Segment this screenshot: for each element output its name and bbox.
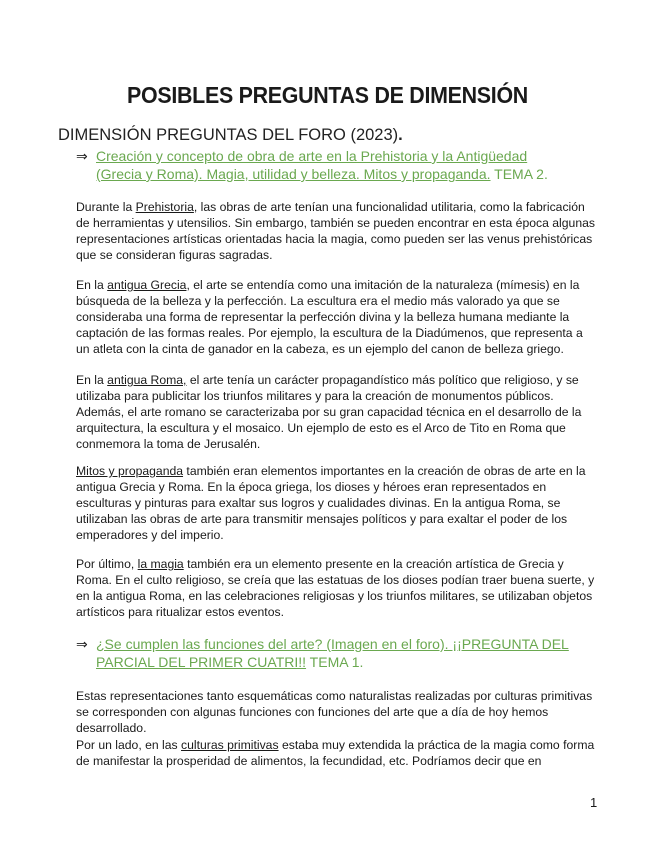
paragraph-text: también eran elementos importantes en la creación de obras de arte en la antigua Grecia y Roma. En la época griega, los dioses y héroes eran representados en esculturas y pinturas para exaltar sus logros y cualidades divinas. En la antigua Roma, se utilizaban las obras de arte para transmitir mensajes políticos y para exaltar el poder de los emperadores y del imperio. (76, 464, 586, 542)
paragraph-representaciones: Estas representaciones tanto esquemáticas como naturalistas realizadas por culturas primitivas se corresponden con algunas funciones con funciones del arte que a día de hoy hemos desarrollado. (76, 689, 593, 735)
paragraph-roma (76, 372, 598, 452)
topic-2 (76, 635, 576, 671)
paragraph-text: Durante la (76, 200, 136, 214)
topic-2-link[interactable]: ¿Se cumplen las funciones del arte? (Imagen en el foro). ¡¡PREGUNTA DEL PARCIAL DEL PRIMER CUATRI!! (96, 636, 569, 670)
section-heading (58, 126, 403, 145)
topic-1-suffix: TEMA 2. (490, 166, 548, 182)
topic-1-text (76, 147, 576, 183)
term-antigua-grecia: antigua Grecia (107, 278, 187, 292)
section-heading-text: DIMENSIÓN PREGUNTAS DEL FORO (2023) (58, 126, 399, 144)
paragraph-text: Por un lado, en las (76, 738, 182, 752)
paragraph-grecia (76, 277, 598, 357)
paragraph-magia (76, 556, 598, 620)
paragraph-text: En la (76, 373, 108, 387)
paragraph-text: el arte tenía un carácter propagandístico más político que religioso, y se utilizaba para publicitar los triunfos militares y para la creación de monumentos públicos. Además, el arte romano se caracterizaba por su gran capacidad técnica en el desarrollo de la arquitectura, la escultura y el mosaico. Un ejemplo de esto es el Arco de Tito en Roma que conmemora la toma de Jerusalén. (76, 373, 582, 451)
page-number: 1 (590, 795, 598, 810)
paragraph-text: , el arte se entendía como una imitación de la naturaleza (mímesis) en la búsqueda de la belleza y la perfección. La escultura era el medio más valorado ya que se consideraba una forma de representar la perfección divina y la belleza humana mediante la captación de las formas reales. Por ejemplo, la escultura de la Diadúmenos, que representa a un atleta con la cinta de ganador en la cabeza, es un ejemplo del canon de belleza griego. (76, 278, 583, 356)
arrow-right-icon: ⇒ (76, 148, 88, 164)
term-la-magia: la magia (137, 557, 184, 571)
topic-2-text (76, 635, 576, 671)
paragraph-text: también era un elemento presente en la creación artística de Grecia y Roma. En el culto religioso, se creía que las estatuas de los dioses podían traer buena suerte, y en la antigua Roma, en las celebraciones religiosas y los triunfos militares, se utilizaban objetos artísticos para ritualizar estos eventos. (76, 557, 595, 619)
paragraph-mitos (76, 463, 598, 543)
term-antigua-roma: antigua Roma, (107, 373, 187, 387)
paragraph-culturas-primitivas (76, 737, 598, 769)
topic-1 (76, 147, 576, 183)
term-mitos-propaganda: Mitos y propaganda (76, 464, 184, 478)
paragraph-text: , las obras de arte tenían una funcionalidad utilitaria, como la fabricación de herramientas y utensilios. Sin embargo, también se pueden encontrar en esta época algunas representaciones artísticas orientadas hacia la magia, como pueden ser las venus prehistóricas que se consideran figuras sagradas. (76, 200, 595, 262)
topic-2-suffix: TEMA 1. (306, 654, 364, 670)
paragraph-prehistoria (76, 199, 598, 263)
page-title: POSIBLES PREGUNTAS DE DIMENSIÓN (126, 82, 528, 108)
term-prehistoria: Prehistoria (135, 200, 194, 214)
paragraph-text: estaba muy extendida la práctica de la magia como forma de manifestar la prosperidad de alimentos, la fecundidad, etc. Podríamos decir que en (76, 738, 595, 768)
section-heading-dot: . (398, 126, 403, 144)
topic-1-link[interactable]: Creación y concepto de obra de arte en la Prehistoria y la Antigüedad (Grecia y Roma). Magia, utilidad y belleza. Mitos y propaganda. (96, 148, 528, 182)
paragraph-text: Por último, (76, 557, 138, 571)
arrow-right-icon: ⇒ (76, 636, 88, 652)
paragraph-text: En la (76, 278, 108, 292)
term-culturas-primitivas: culturas primitivas (181, 738, 279, 752)
